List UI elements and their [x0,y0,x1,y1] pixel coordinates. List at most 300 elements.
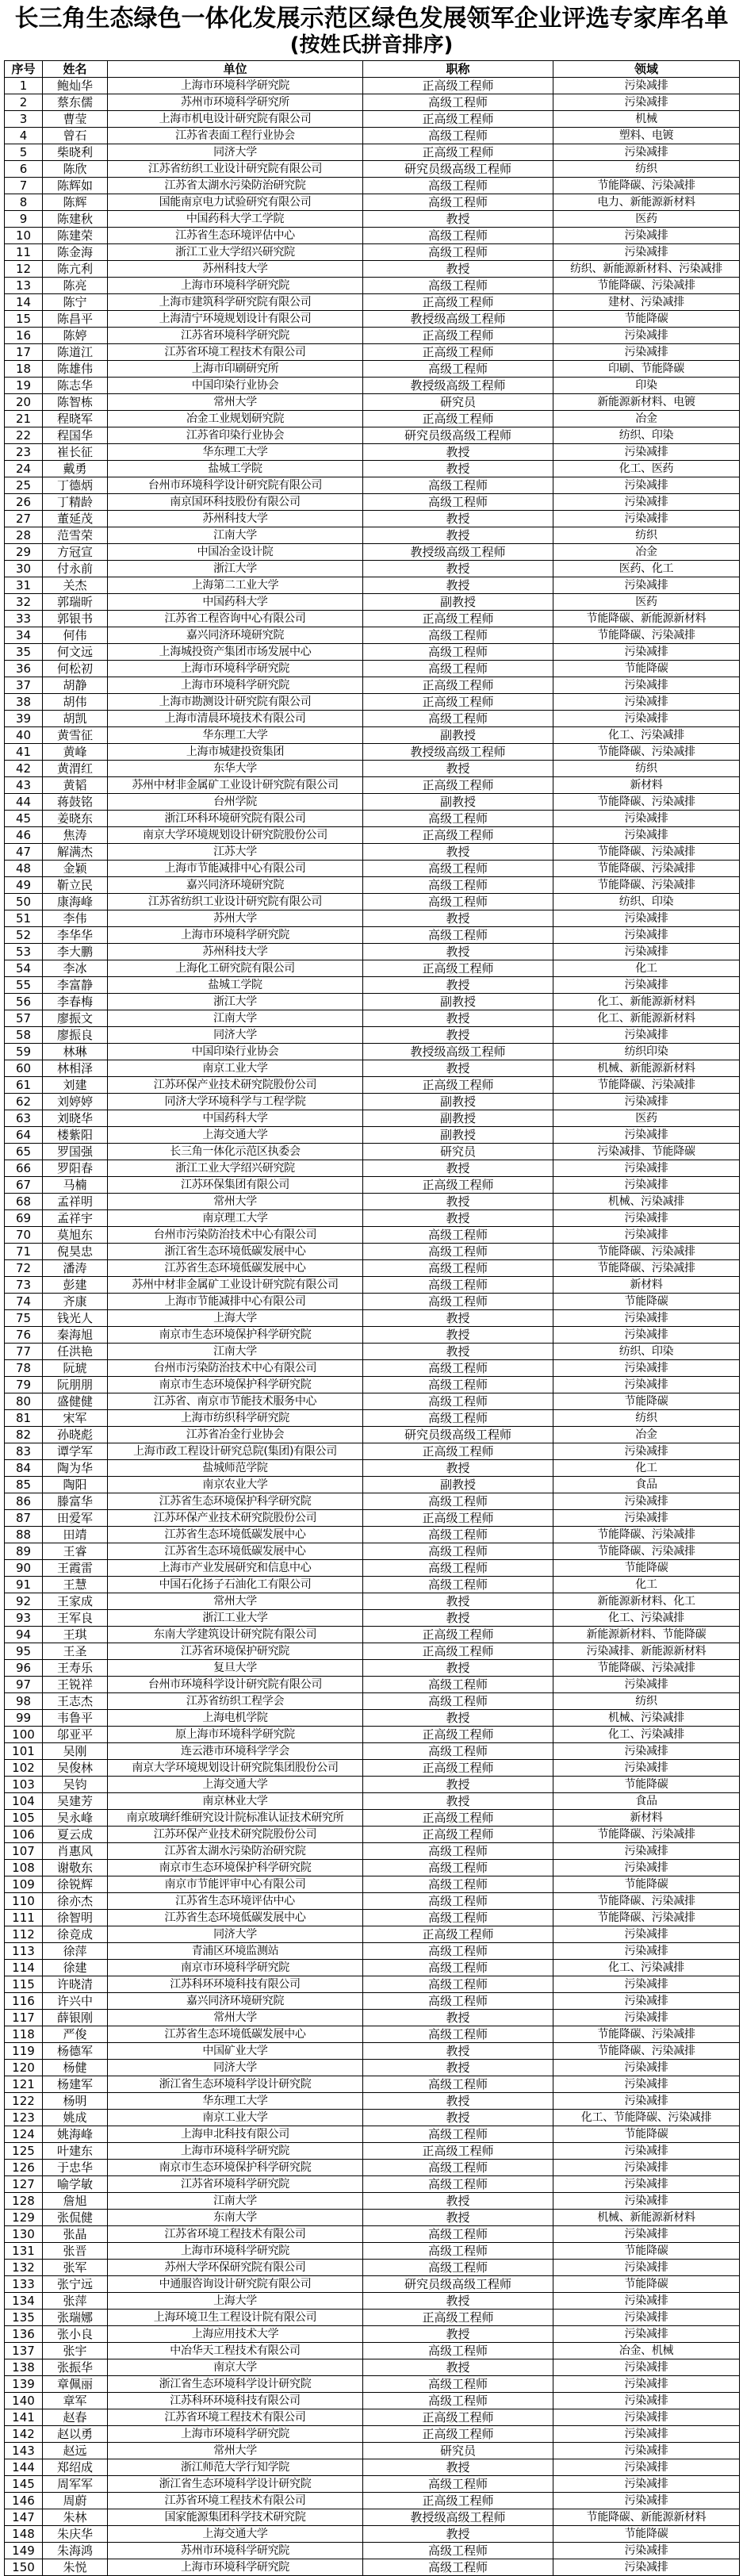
cell-field: 节能降碳 [553,311,740,328]
cell-index: 99 [5,1710,43,1727]
cell-index: 140 [5,2393,43,2409]
cell-field: 污染减排 [553,827,740,844]
cell-field: 污染减排 [553,2359,740,2376]
cell-index: 105 [5,1810,43,1827]
cell-name: 滕富华 [43,1493,108,1510]
cell-title: 副教授 [363,994,553,1010]
cell-unit: 江苏省纺织工程学会 [108,1693,363,1710]
cell-unit: 南京市生态环境保护科学研究院 [108,2160,363,2176]
cell-index: 150 [5,2559,43,2576]
cell-unit: 上海市建筑科学研究院有限公司 [108,294,363,311]
cell-field: 医药 [553,1110,740,1127]
cell-unit: 上海市纺织科学研究院 [108,1410,363,1427]
cell-unit: 苏州市环境科学研究所 [108,94,363,111]
cell-index: 142 [5,2426,43,2443]
cell-title: 高级工程师 [363,1260,553,1277]
cell-field: 污染减排、节能降碳 [553,1144,740,1160]
cell-field: 节能降碳 [553,661,740,677]
cell-title: 正高级工程师 [363,677,553,694]
cell-title: 教授 [363,2010,553,2026]
cell-unit: 国家能源集团科学技术研究院 [108,2509,363,2526]
cell-title: 正高级工程师 [363,411,553,427]
table-row [5,544,740,561]
cell-unit: 南京大学 [108,2359,363,2376]
table-row [5,1677,740,1693]
cell-index: 36 [5,661,43,677]
table-row [5,1327,740,1344]
cell-index: 25 [5,477,43,494]
cell-field: 污染减排 [553,577,740,594]
table-row [5,2459,740,2476]
cell-index: 112 [5,1926,43,1943]
cell-unit: 嘉兴同济环境研究院 [108,877,363,894]
cell-name: 张侃健 [43,2210,108,2226]
cell-field: 污染减排 [553,2393,740,2409]
table-row [5,827,740,844]
table-row [5,611,740,627]
cell-name: 谭学军 [43,1443,108,1460]
cell-unit: 上海市环境科学研究院 [108,278,363,294]
cell-unit: 上海第二工业大学 [108,577,363,594]
cell-field: 节能降碳 [553,1560,740,1577]
cell-index: 79 [5,1377,43,1393]
cell-index: 109 [5,1876,43,1893]
cell-name: 罗阳春 [43,1160,108,1177]
cell-name: 黄峰 [43,744,108,761]
cell-name: 肖惠风 [43,1843,108,1860]
table-body [5,78,740,2576]
cell-title: 正高级工程师 [363,827,553,844]
cell-index: 9 [5,211,43,228]
cell-title: 高级工程师 [363,1677,553,1693]
cell-name: 崔长征 [43,444,108,461]
table-row [5,1260,740,1277]
cell-unit: 上海交通大学 [108,1777,363,1793]
cell-index: 130 [5,2226,43,2243]
table-row [5,2493,740,2509]
cell-unit: 江苏省纺织工业设计研究院有限公司 [108,894,363,910]
cell-title: 高级工程师 [363,1543,553,1560]
cell-field: 污染减排 [553,644,740,661]
cell-field: 污染减排 [553,511,740,527]
cell-title: 高级工程师 [363,1743,553,1760]
table-row [5,278,740,294]
cell-field: 污染减排 [553,2260,740,2276]
cell-unit: 同济大学环境科学与工程学院 [108,1094,363,1110]
table-row [5,1943,740,1960]
cell-name: 张萍 [43,2293,108,2310]
cell-title: 高级工程师 [363,894,553,910]
cell-name: 田靖 [43,1527,108,1543]
cell-title: 正高级工程师 [363,78,553,94]
cell-name: 于忠华 [43,2160,108,2176]
cell-index: 62 [5,1094,43,1110]
cell-index: 124 [5,2126,43,2143]
cell-name: 王志杰 [43,1693,108,1710]
cell-unit: 苏州大学 [108,910,363,927]
cell-unit: 中国药科大学工学院 [108,211,363,228]
cell-field: 污染减排 [553,1127,740,1144]
table-row [5,1810,740,1827]
cell-title: 教授 [363,1593,553,1610]
cell-field: 节能降碳、污染减排 [553,1827,740,1843]
cell-title: 正高级工程师 [363,2143,553,2160]
cell-index: 116 [5,1993,43,2010]
cell-name: 徐锐辉 [43,1876,108,1893]
table-row [5,2276,740,2293]
cell-unit: 苏州科技大学 [108,261,363,278]
table-row [5,94,740,111]
table-row [5,877,740,894]
cell-title: 教授 [363,577,553,594]
cell-title: 正高级工程师 [363,1643,553,1660]
table-row [5,694,740,711]
cell-index: 94 [5,1627,43,1643]
cell-unit: 江南大学 [108,527,363,544]
cell-name: 曾石 [43,128,108,144]
cell-field: 污染减排 [553,444,740,461]
cell-index: 27 [5,511,43,527]
cell-index: 81 [5,1410,43,1427]
cell-field: 医药 [553,211,740,228]
cell-name: 邬亚平 [43,1727,108,1743]
cell-unit: 江苏环保产业技术研究院股份公司 [108,1827,363,1843]
cell-unit: 中国印染行业协会 [108,378,363,394]
cell-name: 孟祥宇 [43,1210,108,1227]
cell-title: 高级工程师 [363,1493,553,1510]
table-row [5,78,740,94]
cell-unit: 上海交通大学 [108,2526,363,2543]
cell-name: 陈宁 [43,294,108,311]
cell-unit: 台州市环境科学设计研究院有限公司 [108,477,363,494]
cell-title: 研究员级高级工程师 [363,161,553,178]
cell-unit: 上海市环境科学研究院 [108,2143,363,2160]
cell-unit: 江苏省生态环境低碳发展中心 [108,1543,363,1560]
cell-field: 污染减排 [553,1493,740,1510]
table-row [5,1693,740,1710]
table-row [5,511,740,527]
cell-title: 高级工程师 [363,178,553,194]
cell-unit: 上海申北科技有限公司 [108,2126,363,2143]
cell-unit: 台州市污染防治技术中心有限公司 [108,1360,363,1377]
cell-field: 节能降碳、新能源新材料 [553,2509,740,2526]
cell-unit: 连云港市环境科学学会 [108,1743,363,1760]
cell-field: 新能源新材料、电镀 [553,394,740,411]
cell-name: 楼紫阳 [43,1127,108,1144]
cell-unit: 东华大学 [108,761,363,777]
cell-title: 教授 [363,2110,553,2126]
cell-field: 污染减排 [553,1926,740,1943]
cell-name: 陶阳 [43,1477,108,1493]
cell-title: 研究员 [363,2443,553,2459]
cell-title: 正高级工程师 [363,328,553,344]
cell-field: 污染减排 [553,811,740,827]
cell-title: 高级工程师 [363,1843,553,1860]
cell-title: 教授 [363,1660,553,1677]
cell-title: 教授 [363,527,553,544]
cell-field: 节能降碳、污染减排 [553,278,740,294]
cell-name: 严俊 [43,2026,108,2043]
cell-name: 林琳 [43,1044,108,1060]
table-row [5,2260,740,2276]
cell-title: 高级工程师 [363,1693,553,1710]
table-row [5,244,740,261]
cell-unit: 同济大学 [108,1926,363,1943]
cell-title: 教授 [363,1610,553,1627]
cell-name: 杨健 [43,2060,108,2076]
cell-name: 张军 [43,2260,108,2276]
cell-field: 新材料 [553,1277,740,1294]
cell-field: 污染减排 [553,2226,740,2243]
table-row [5,1876,740,1893]
table-row [5,1827,740,1843]
cell-field: 纺织 [553,1410,740,1427]
cell-field: 污染减排 [553,2010,740,2026]
table-row [5,2176,740,2193]
cell-name: 吴建芳 [43,1793,108,1810]
cell-unit: 冶金工业规划研究院 [108,411,363,427]
cell-unit: 上海市政工程设计研究总院(集团)有限公司 [108,1443,363,1460]
cell-index: 102 [5,1760,43,1777]
header-unit: 单位 [108,61,363,78]
cell-unit: 华东理工大学 [108,727,363,744]
table-row [5,1727,740,1743]
cell-field: 化工、节能降碳、污染减排 [553,2110,740,2126]
cell-unit: 国能南京电力试验研究有限公司 [108,194,363,211]
cell-name: 赵以勇 [43,2426,108,2443]
cell-unit: 上海电机学院 [108,1710,363,1727]
cell-unit: 上海清宁环境规划设计有限公司 [108,311,363,328]
cell-index: 93 [5,1610,43,1627]
cell-name: 朱庆华 [43,2526,108,2543]
cell-field: 污染减排 [553,78,740,94]
cell-title: 高级工程师 [363,1277,553,1294]
table-row [5,111,740,128]
cell-title: 教授 [363,2210,553,2226]
document-title: 长三角生态绿色一体化发展示范区绿色发展领军企业评选专家库名单 [14,5,729,33]
cell-field: 节能降碳、污染减排 [553,2026,740,2043]
cell-field: 污染减排 [553,1027,740,1044]
cell-name: 刘晓华 [43,1110,108,1127]
cell-unit: 江苏环保集团有限公司 [108,1177,363,1194]
cell-index: 141 [5,2409,43,2426]
table-row [5,2160,740,2176]
cell-title: 高级工程师 [363,1860,553,1876]
cell-index: 65 [5,1144,43,1160]
cell-index: 132 [5,2260,43,2276]
cell-title: 高级工程师 [363,1227,553,1244]
table-row [5,1593,740,1610]
cell-field: 污染减排 [553,477,740,494]
cell-unit: 江苏省生态环境低碳发展中心 [108,1260,363,1277]
cell-index: 110 [5,1893,43,1910]
cell-title: 研究员级高级工程师 [363,427,553,444]
cell-field: 污染减排 [553,1310,740,1327]
cell-field: 节能降碳、污染减排 [553,794,740,811]
cell-title: 教授 [363,2359,553,2376]
cell-title: 教授级高级工程师 [363,544,553,561]
cell-index: 66 [5,1160,43,1177]
table-row [5,1160,740,1177]
cell-index: 95 [5,1643,43,1660]
cell-unit: 中国印染行业协会 [108,1044,363,1060]
cell-title: 高级工程师 [363,2543,553,2559]
cell-field: 污染减排 [553,1760,740,1777]
cell-name: 姜晓东 [43,811,108,827]
table-row [5,1660,740,1677]
cell-unit: 台州市环境科学设计研究院有限公司 [108,1677,363,1693]
cell-unit: 浙江省生态环境科学设计研究院 [108,2376,363,2393]
cell-name: 刘建 [43,1077,108,1094]
cell-field: 节能降碳 [553,1777,740,1793]
cell-field: 节能降碳、污染减排 [553,1077,740,1094]
table-row [5,2226,740,2243]
cell-field: 污染减排 [553,2310,740,2326]
table-row [5,527,740,544]
cell-field: 节能降碳、污染减排 [553,178,740,194]
table-row [5,2393,740,2409]
cell-name: 罗国强 [43,1144,108,1160]
cell-name: 阮琥 [43,1360,108,1377]
cell-unit: 长三角一体化示范区执委会 [108,1144,363,1160]
cell-title: 教授 [363,844,553,861]
cell-name: 宋军 [43,1410,108,1427]
cell-index: 29 [5,544,43,561]
cell-field: 污染减排 [553,1510,740,1527]
cell-name: 柴晓利 [43,144,108,161]
table-row [5,1793,740,1810]
cell-title: 正高级工程师 [363,2493,553,2509]
cell-title: 高级工程师 [363,877,553,894]
cell-index: 10 [5,228,43,244]
cell-index: 38 [5,694,43,711]
table-row [5,2093,740,2110]
cell-title: 高级工程师 [363,194,553,211]
cell-name: 张宁远 [43,2276,108,2293]
cell-unit: 江苏省环境科学研究院 [108,328,363,344]
table-row [5,2343,740,2359]
cell-title: 教授级高级工程师 [363,2509,553,2526]
table-row [5,644,740,661]
cell-name: 郑绍成 [43,2459,108,2476]
table-row [5,977,740,994]
cell-unit: 苏州中材非金属矿工业设计研究院有限公司 [108,777,363,794]
cell-name: 方冠宣 [43,544,108,561]
cell-unit: 南京工业大学 [108,1060,363,1077]
cell-title: 高级工程师 [363,2343,553,2359]
cell-index: 85 [5,1477,43,1493]
cell-unit: 东南大学 [108,2210,363,2226]
cell-index: 73 [5,1277,43,1294]
table-row [5,2026,740,2043]
table-row [5,1427,740,1443]
table-row [5,2126,740,2143]
cell-field: 医药 [553,594,740,611]
cell-index: 117 [5,2010,43,2026]
cell-index: 108 [5,1860,43,1876]
cell-field: 纺织、印染 [553,894,740,910]
cell-field: 污染减排 [553,228,740,244]
cell-title: 正高级工程师 [363,1177,553,1194]
cell-unit: 台州市污染防治技术中心有限公司 [108,1227,363,1244]
table-row [5,1310,740,1327]
cell-name: 丁德炳 [43,477,108,494]
cell-name: 陈雄伟 [43,361,108,378]
table-row [5,2326,740,2343]
table-row [5,1777,740,1793]
cell-field: 污染减排 [553,1976,740,1993]
cell-index: 7 [5,178,43,194]
cell-field: 纺织 [553,527,740,544]
table-row [5,228,740,244]
cell-name: 廖振良 [43,1027,108,1044]
cell-title: 研究员级高级工程师 [363,2276,553,2293]
table-row [5,777,740,794]
cell-title: 教授 [363,461,553,477]
cell-unit: 上海市环境科学研究院 [108,677,363,694]
cell-index: 119 [5,2043,43,2060]
cell-field: 纺织 [553,1693,740,1710]
table-row [5,1044,740,1060]
table-row [5,1127,740,1144]
table-row [5,1577,740,1593]
cell-field: 节能降碳、污染减排 [553,1543,740,1560]
cell-unit: 江苏科环环境科技有限公司 [108,2393,363,2409]
cell-name: 胡伟 [43,694,108,711]
table-row [5,378,740,394]
table-row [5,1560,740,1577]
cell-title: 高级工程师 [363,1377,553,1393]
cell-field: 污染减排 [553,2143,740,2160]
cell-unit: 上海市环境科学研究院 [108,2243,363,2260]
cell-name: 陈欣 [43,161,108,178]
table-row [5,1993,740,2010]
cell-unit: 江苏环保产业技术研究院股份公司 [108,1510,363,1527]
cell-name: 戴勇 [43,461,108,477]
cell-title: 副教授 [363,1127,553,1144]
cell-unit: 江苏省环境工程技术有限公司 [108,344,363,361]
cell-title: 副教授 [363,594,553,611]
table-row [5,2376,740,2393]
cell-unit: 江苏省生态环境低碳发展中心 [108,1910,363,1926]
cell-field: 新能源新材料、节能降碳 [553,1627,740,1643]
cell-unit: 南京林业大学 [108,1793,363,1810]
cell-name: 陈建荣 [43,228,108,244]
cell-index: 74 [5,1294,43,1310]
cell-index: 69 [5,1210,43,1227]
cell-name: 曹莹 [43,111,108,128]
cell-name: 朱悦 [43,2559,108,2576]
cell-index: 59 [5,1044,43,1060]
cell-title: 正高级工程师 [363,1627,553,1643]
cell-field: 印染 [553,378,740,394]
cell-unit: 上海市环境科学研究院 [108,2559,363,2576]
cell-unit: 上海化工研究院有限公司 [108,960,363,977]
table-row [5,1960,740,1976]
cell-name: 喻学敏 [43,2176,108,2193]
cell-name: 盛健健 [43,1393,108,1410]
cell-field: 化工、污染减排 [553,1610,740,1627]
cell-name: 周蔚 [43,2493,108,2509]
cell-field: 塑料、电镀 [553,128,740,144]
cell-name: 许兴中 [43,1993,108,2010]
cell-name: 陈道江 [43,344,108,361]
cell-field: 污染减排 [553,244,740,261]
cell-field: 纺织 [553,761,740,777]
cell-title: 教授 [363,1194,553,1210]
cell-title: 教授 [363,761,553,777]
cell-index: 131 [5,2243,43,2260]
